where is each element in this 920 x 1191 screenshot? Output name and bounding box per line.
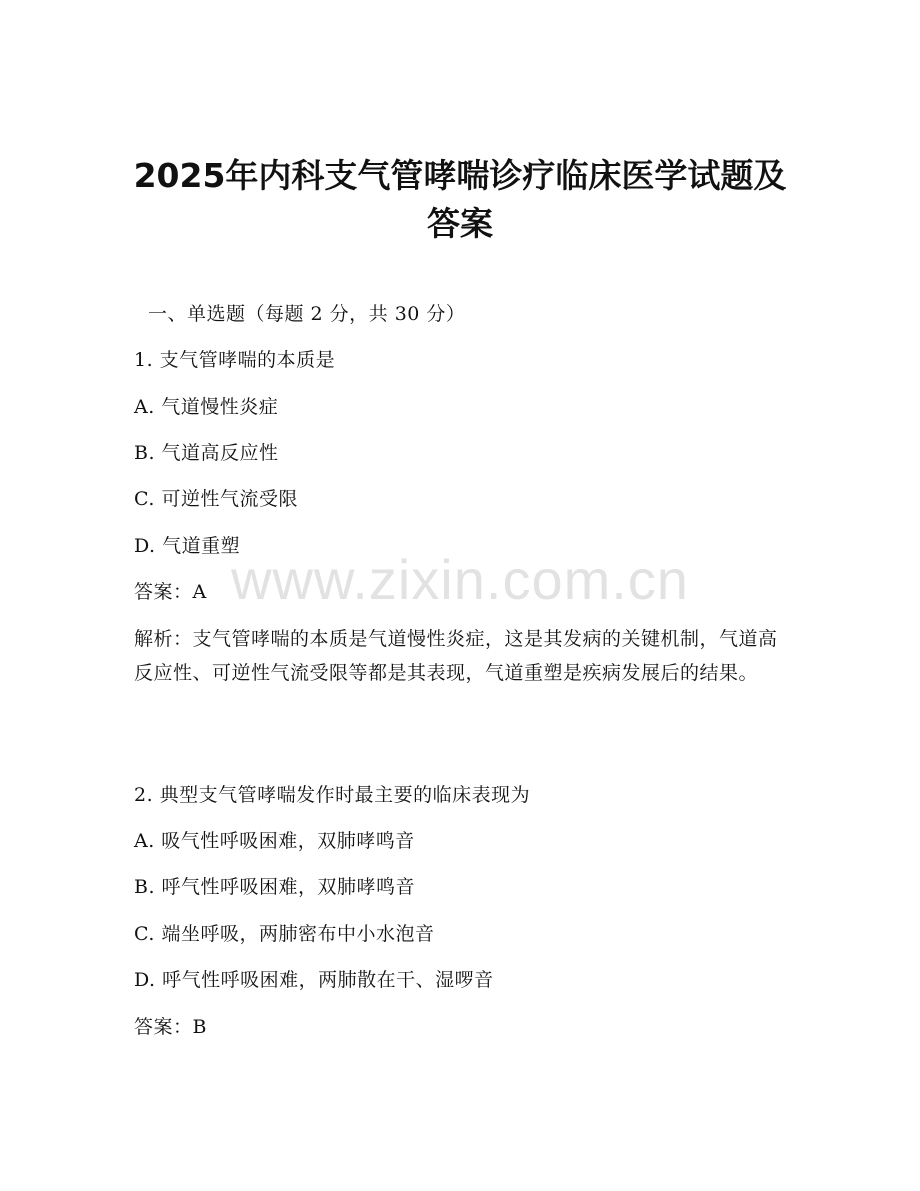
question-1-explanation: 解析：支气管哮喘的本质是气道慢性炎症，这是其发病的关键机制，气道高反应性、可逆性气流受限等都是其表现，气道重塑是疾病发展后的结果。 — [134, 628, 778, 684]
question-2-option-b: B. 呼气性呼吸困难，双肺哮鸣音 — [134, 876, 416, 898]
title-line-2: 答案 — [427, 204, 493, 243]
question-2-answer: 答案：B — [134, 1016, 207, 1038]
question-1-option-a: A. 气道慢性炎症 — [134, 396, 279, 418]
question-1-stem: 1. 支气管哮喘的本质是 — [134, 349, 336, 371]
document-title — [60, 152, 860, 248]
section-heading: 一、单选题（每题 2 分，共 30 分） — [148, 303, 466, 325]
question-1-answer: 答案：A — [134, 581, 207, 603]
question-2-stem: 2. 典型支气管哮喘发作时最主要的临床表现为 — [134, 784, 531, 806]
question-1-option-c: C. 可逆性气流受限 — [134, 488, 298, 510]
title-line-1: 2025年内科支气管哮喘诊疗临床医学试题及 — [133, 156, 787, 195]
question-1-option-b: B. 气道高反应性 — [134, 442, 279, 464]
watermark: www.zixin.com.cn — [231, 548, 689, 611]
question-2-option-a: A. 吸气性呼吸困难，双肺哮鸣音 — [134, 830, 415, 852]
question-2-option-c: C. 端坐呼吸，两肺密布中小水泡音 — [134, 923, 435, 945]
question-2-option-d: D. 呼气性呼吸困难，两肺散在干、湿啰音 — [134, 969, 494, 991]
question-1-option-d: D. 气道重塑 — [134, 535, 241, 557]
